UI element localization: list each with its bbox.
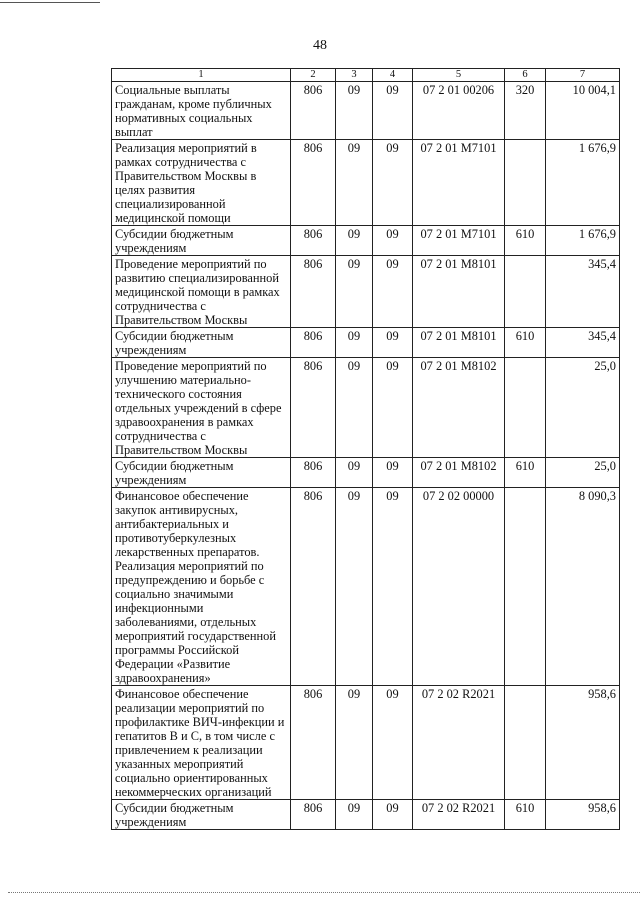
header-cell: 6 [505, 69, 546, 82]
table-row [112, 488, 620, 686]
amount-cell: 25,0 [546, 358, 620, 458]
amount-cell: 958,6 [546, 800, 620, 830]
target-article-cell: 07 2 01 M8101 [413, 328, 505, 358]
target-article-cell: 07 2 01 M8102 [413, 458, 505, 488]
amount-cell: 25,0 [546, 458, 620, 488]
subsection-code-cell: 09 [373, 226, 413, 256]
item-name-cell: Финансовое обеспечение реализации мероприятий по профилактике ВИЧ-инфекции и гепатитов B и C, в том числе с привлечением к реализации указанных мероприятий социально ориентированных некоммерческих организаций [112, 686, 291, 800]
target-article-cell: 07 2 01 M8102 [413, 358, 505, 458]
item-name-cell: Реализация мероприятий в рамках сотрудничества с Правительством Москвы в целях развития специализированной медицинской помощи [112, 140, 291, 226]
subsection-code-cell: 09 [373, 488, 413, 686]
section-code-cell: 09 [336, 140, 373, 226]
amount-cell: 1 676,9 [546, 226, 620, 256]
subsection-code-cell: 09 [373, 256, 413, 328]
table-row [112, 82, 620, 140]
table-row [112, 226, 620, 256]
ministry-code-cell: 806 [291, 82, 336, 140]
table-body [112, 69, 620, 830]
table-header-row [112, 69, 620, 82]
target-article-cell: 07 2 01 M8101 [413, 256, 505, 328]
expense-type-cell: 610 [505, 800, 546, 830]
expense-type-cell [505, 358, 546, 458]
subsection-code-cell: 09 [373, 800, 413, 830]
header-cell: 4 [373, 69, 413, 82]
expense-type-cell: 610 [505, 328, 546, 358]
table-row [112, 458, 620, 488]
item-name-cell: Субсидии бюджетным учреждениям [112, 226, 291, 256]
expense-type-cell: 610 [505, 458, 546, 488]
section-code-cell: 09 [336, 800, 373, 830]
subsection-code-cell: 09 [373, 358, 413, 458]
bottom-edge-rule [8, 892, 640, 893]
expense-type-cell: 610 [505, 226, 546, 256]
subsection-code-cell: 09 [373, 328, 413, 358]
header-cell: 1 [112, 69, 291, 82]
target-article-cell: 07 2 01 M7101 [413, 140, 505, 226]
target-article-cell: 07 2 01 00206 [413, 82, 505, 140]
section-code-cell: 09 [336, 358, 373, 458]
table-row [112, 256, 620, 328]
ministry-code-cell: 806 [291, 140, 336, 226]
ministry-code-cell: 806 [291, 226, 336, 256]
header-cell: 3 [336, 69, 373, 82]
amount-cell: 345,4 [546, 328, 620, 358]
table-row [112, 800, 620, 830]
ministry-code-cell: 806 [291, 458, 336, 488]
item-name-cell: Субсидии бюджетным учреждениям [112, 328, 291, 358]
subsection-code-cell: 09 [373, 686, 413, 800]
section-code-cell: 09 [336, 328, 373, 358]
item-name-cell: Социальные выплаты гражданам, кроме публичных нормативных социальных выплат [112, 82, 291, 140]
section-code-cell: 09 [336, 256, 373, 328]
amount-cell: 8 090,3 [546, 488, 620, 686]
header-cell: 5 [413, 69, 505, 82]
ministry-code-cell: 806 [291, 328, 336, 358]
expense-type-cell [505, 256, 546, 328]
amount-cell: 345,4 [546, 256, 620, 328]
amount-cell: 1 676,9 [546, 140, 620, 226]
header-cell: 2 [291, 69, 336, 82]
ministry-code-cell: 806 [291, 488, 336, 686]
expense-type-cell [505, 140, 546, 226]
amount-cell: 958,6 [546, 686, 620, 800]
target-article-cell: 07 2 02 R2021 [413, 800, 505, 830]
expense-type-cell [505, 686, 546, 800]
ministry-code-cell: 806 [291, 686, 336, 800]
target-article-cell: 07 2 01 M7101 [413, 226, 505, 256]
top-edge-rule [0, 2, 100, 3]
target-article-cell: 07 2 02 00000 [413, 488, 505, 686]
item-name-cell: Проведение мероприятий по развитию специализированной медицинской помощи в рамках сотрудничества с Правительством Москвы [112, 256, 291, 328]
item-name-cell: Финансовое обеспечение закупок антивирусных, антибактериальных и противотуберкулезных лекарственных препаратов. Реализация мероприятий по предупреждению и борьбе с социально значимыми инфекционными заболеваниями, отдельных мероприятий государственной программы Российской Федерации «Развитие здравоохранения» [112, 488, 291, 686]
subsection-code-cell: 09 [373, 140, 413, 226]
item-name-cell: Субсидии бюджетным учреждениям [112, 458, 291, 488]
ministry-code-cell: 806 [291, 358, 336, 458]
table-row [112, 358, 620, 458]
item-name-cell: Проведение мероприятий по улучшению материально-технического состояния отдельных учреждений в сфере здравоохранения в рамках сотрудничества с Правительством Москвы [112, 358, 291, 458]
section-code-cell: 09 [336, 226, 373, 256]
expense-type-cell [505, 488, 546, 686]
section-code-cell: 09 [336, 488, 373, 686]
table-row [112, 686, 620, 800]
target-article-cell: 07 2 02 R2021 [413, 686, 505, 800]
page-number: 48 [313, 38, 327, 53]
item-name-cell: Субсидии бюджетным учреждениям [112, 800, 291, 830]
section-code-cell: 09 [336, 686, 373, 800]
table-row [112, 140, 620, 226]
ministry-code-cell: 806 [291, 256, 336, 328]
budget-table [111, 68, 620, 830]
ministry-code-cell: 806 [291, 800, 336, 830]
subsection-code-cell: 09 [373, 82, 413, 140]
amount-cell: 10 004,1 [546, 82, 620, 140]
table-row [112, 328, 620, 358]
section-code-cell: 09 [336, 82, 373, 140]
section-code-cell: 09 [336, 458, 373, 488]
header-cell: 7 [546, 69, 620, 82]
expense-type-cell: 320 [505, 82, 546, 140]
subsection-code-cell: 09 [373, 458, 413, 488]
